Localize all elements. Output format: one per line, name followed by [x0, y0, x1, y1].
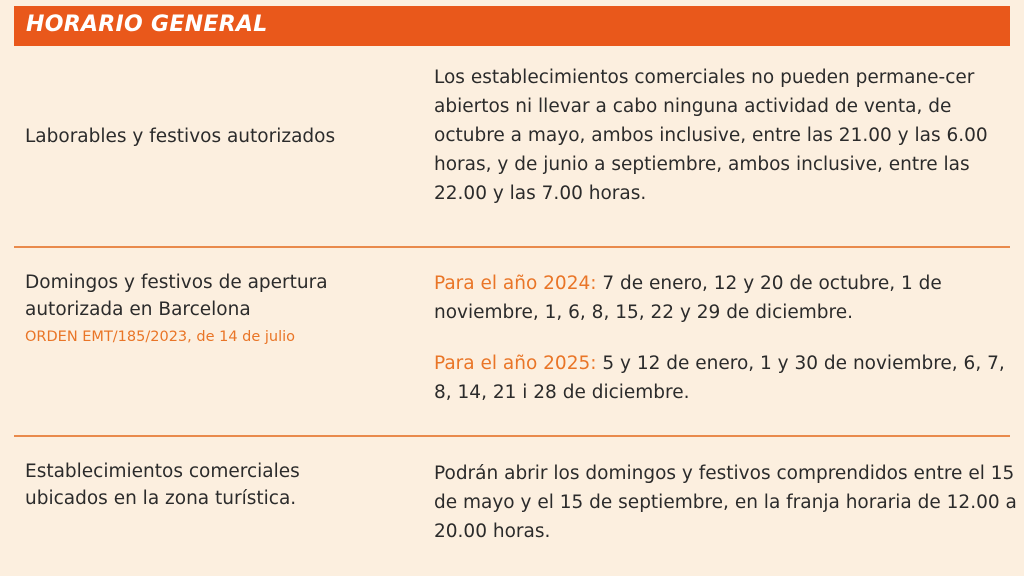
header-bar	[14, 6, 1010, 46]
year-entry-2025	[434, 349, 1024, 407]
row-label: Establecimientos comerciales ubicados en la zona turística.	[25, 461, 300, 509]
page-title: HORARIO GENERAL	[26, 12, 268, 37]
year-dates-2025: 5 y 12 de enero, 1 y 30 de noviembre, 6, 7, 8, 14, 21 i 28 de diciembre.	[434, 353, 1005, 403]
row-text: Podrán abrir los domingos y festivos comprendidos entre el 15 de mayo y el 15 de septiembre, en la franja horaria de 12.00 a 20.00 horas.	[434, 463, 1017, 542]
table-row-weekdays	[14, 50, 1010, 246]
year-prefix-2025: Para el año 2025:	[434, 353, 597, 374]
table-row-tourist-zone	[14, 437, 1017, 576]
table-row-sundays	[14, 248, 1010, 434]
legal-reference-note: ORDEN EMT/185/2023, de 14 de julio	[25, 329, 296, 345]
year-prefix-2024: Para el año 2024:	[434, 273, 597, 294]
row-label-block	[25, 269, 405, 347]
year-entries	[434, 269, 1024, 407]
row-label: Laborables y festivos autorizados	[25, 126, 336, 147]
row-text: Los establecimientos comerciales no pueden permane-cer abiertos ni llevar a cabo ninguna actividad de venta, de octubre a mayo, ambos inclusive, entre las 21.00 y las 6.00 horas, y de junio a septiembre, ambos inclusive, entre las 22.00 y las 7.00 horas.	[434, 67, 988, 204]
year-entry-2024	[434, 269, 1024, 327]
row-label: Domingos y festivos de apertura autorizada en Barcelona	[25, 272, 328, 320]
year-dates-2024: 7 de enero, 12 y 20 de octubre, 1 de noviembre, 1, 6, 8, 15, 22 y 29 de diciembre.	[434, 273, 942, 323]
